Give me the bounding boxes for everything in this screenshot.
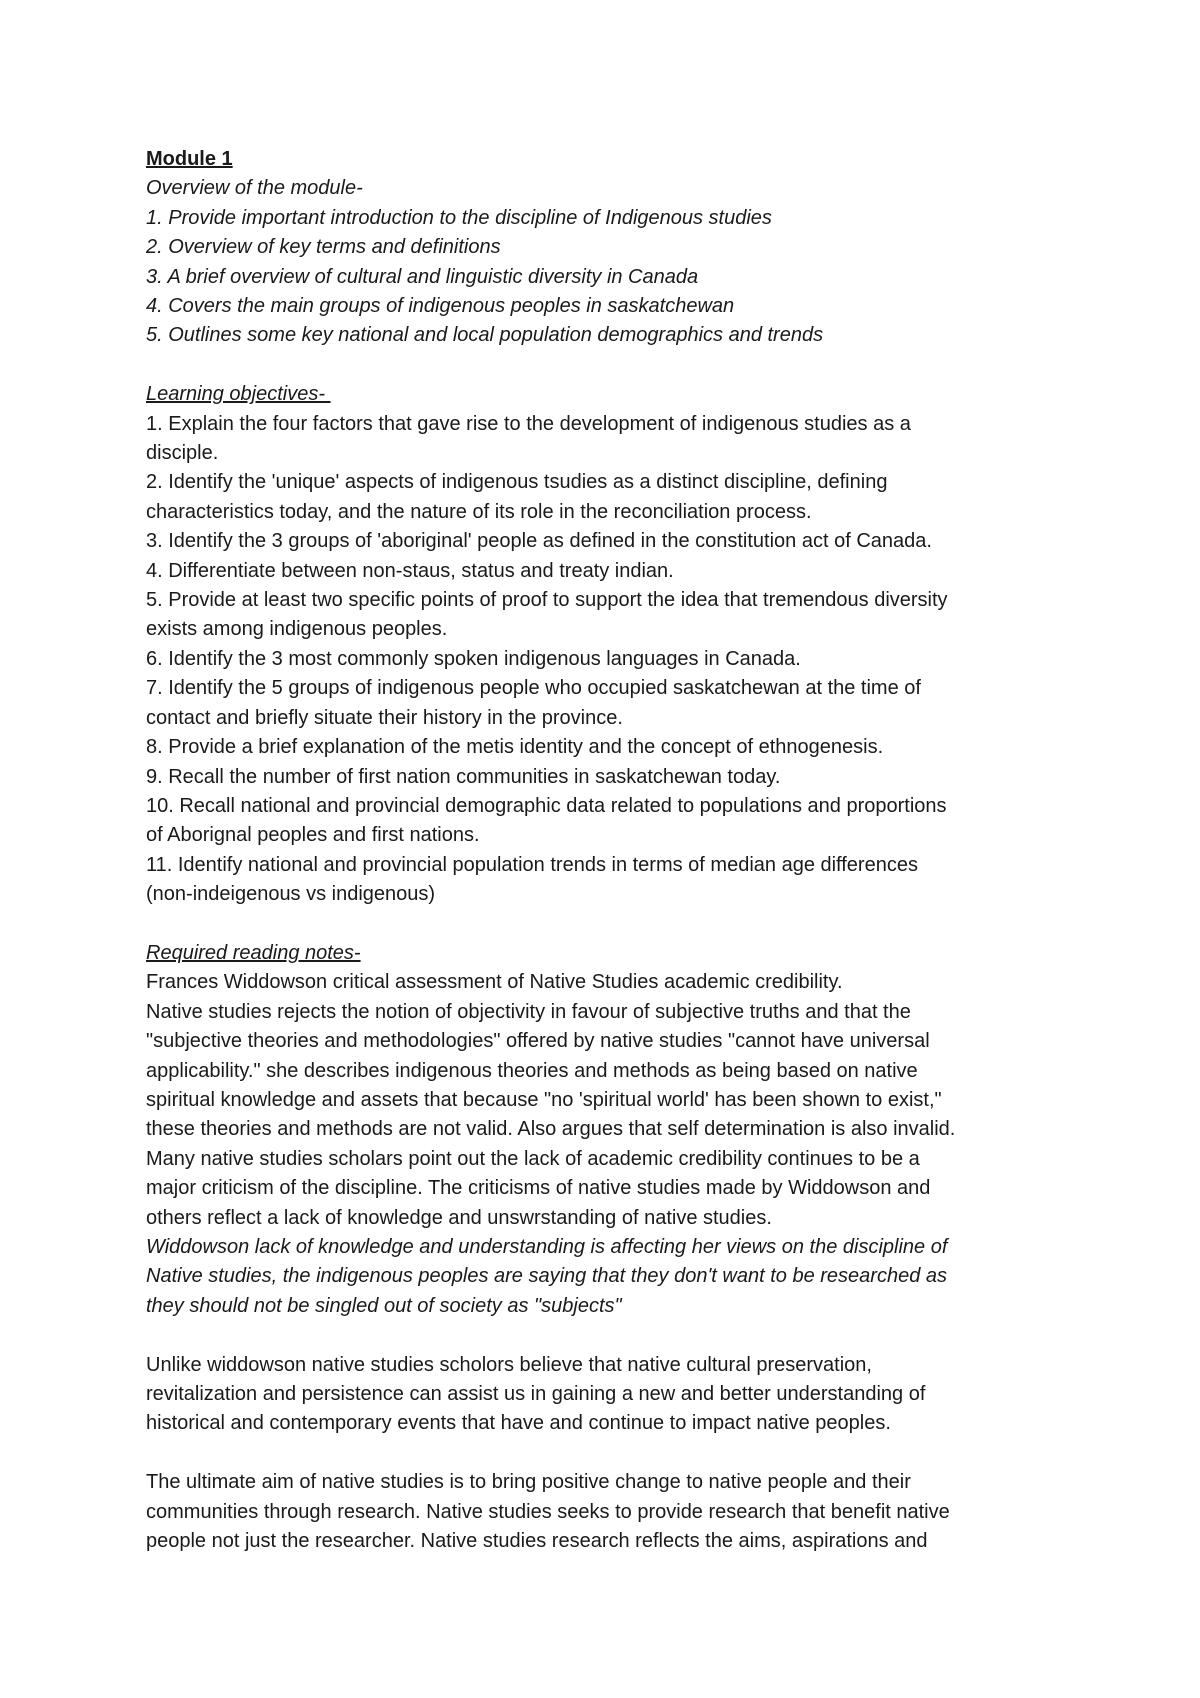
objective-line: 7. Identify the 5 groups of indigenous people who occupied saskatchewan at the time of — [146, 677, 921, 700]
reading-line: major criticism of the discipline. The criticisms of native studies made by Widdowson and — [146, 1177, 931, 1200]
objective-line: contact and briefly situate their history in the province. — [146, 706, 623, 729]
reading-line: Frances Widdowson critical assessment of Native Studies academic credibility. — [146, 971, 843, 994]
objective-line: 8. Provide a brief explanation of the metis identity and the concept of ethnogenesis. — [146, 736, 884, 759]
objective-line: 6. Identify the 3 most commonly spoken indigenous languages in Canada. — [146, 647, 801, 670]
objective-line: (non-indeigenous vs indigenous) — [146, 883, 436, 906]
reading-line: Native studies rejects the notion of objectivity in favour of subjective truths and that the — [146, 1000, 911, 1023]
spacer — [146, 1321, 1066, 1350]
objective-line: 3. Identify the 3 groups of 'aboriginal' people as defined in the constitution act of Canada. — [146, 530, 932, 553]
objective-line: 10. Recall national and provincial demographic data related to populations and proportions — [146, 794, 947, 817]
reading-line: these theories and methods are not valid. Also argues that self determination is also invalid. — [146, 1118, 956, 1141]
reading-line: others reflect a lack of knowledge and unswrstanding of native studies. — [146, 1206, 772, 1229]
paragraph-line: revitalization and persistence can assist us in gaining a new and better understanding of — [146, 1383, 926, 1406]
objective-line: 2. Identify the 'unique' aspects of indigenous tsudies as a distinct discipline, defining — [146, 471, 888, 494]
paragraph-line: Unlike widdowson native studies scholors believe that native cultural preservation, — [146, 1353, 872, 1376]
reading-line: applicability." she describes indigenous theories and methods as being based on native — [146, 1059, 918, 1082]
objective-line: 11. Identify national and provincial population trends in terms of median age differences — [146, 853, 918, 876]
objective-line: characteristics today, and the nature of its role in the reconciliation process. — [146, 500, 812, 523]
overview-item: 4. Covers the main groups of indigenous peoples in saskatchewan — [146, 295, 735, 318]
document-page — [146, 145, 1066, 1556]
paragraph-line: people not just the researcher. Native studies research reflects the aims, aspirations and — [146, 1530, 928, 1553]
objectives-heading: Learning objectives- — [146, 383, 331, 406]
objective-line: of Aborignal peoples and first nations. — [146, 824, 480, 847]
reading-heading: Required reading notes- — [146, 941, 361, 964]
objective-line: 5. Provide at least two specific points of proof to support the idea that tremendous diversity — [146, 589, 948, 612]
paragraph-line: communities through research. Native studies seeks to provide research that benefit native — [146, 1500, 950, 1523]
spacer — [146, 351, 1066, 380]
reading-line: Many native studies scholars point out the lack of academic credibility continues to be a — [146, 1147, 920, 1170]
overview-item: 1. Provide important introduction to the discipline of Indigenous studies — [146, 206, 772, 229]
spacer — [146, 1439, 1066, 1468]
objective-line: 4. Differentiate between non-staus, status and treaty indian. — [146, 559, 674, 582]
paragraph-line: The ultimate aim of native studies is to bring positive change to native people and their — [146, 1471, 911, 1494]
overview-item: 5. Outlines some key national and local population demographics and trends — [146, 324, 824, 347]
paragraph-line: historical and contemporary events that have and continue to impact native peoples. — [146, 1412, 891, 1435]
overview-item: 3. A brief overview of cultural and linguistic diversity in Canada — [146, 265, 699, 288]
objective-line: 1. Explain the four factors that gave rise to the development of indigenous studies as a — [146, 412, 911, 435]
module-title: Module 1 — [146, 148, 233, 170]
objective-line: disciple. — [146, 442, 219, 465]
overview-item: 2. Overview of key terms and definitions — [146, 236, 501, 259]
objective-line: exists among indigenous peoples. — [146, 618, 448, 641]
objective-line: 9. Recall the number of first nation communities in saskatchewan today. — [146, 765, 781, 788]
spacer — [146, 910, 1066, 939]
reading-line: spiritual knowledge and assets that because "no 'spiritual world' has been shown to exist," — [146, 1088, 942, 1111]
reading-italic-line: Widdowson lack of knowledge and understanding is affecting her views on the discipline of — [146, 1236, 948, 1258]
reading-italic-line: they should not be singled out of society as "subjects" — [146, 1294, 622, 1317]
reading-italic-line: Native studies, the indigenous peoples are saying that they don't want to be researched as — [146, 1265, 947, 1288]
reading-line: "subjective theories and methodologies" offered by native studies "cannot have universal — [146, 1030, 930, 1053]
overview-heading: Overview of the module- — [146, 177, 363, 200]
